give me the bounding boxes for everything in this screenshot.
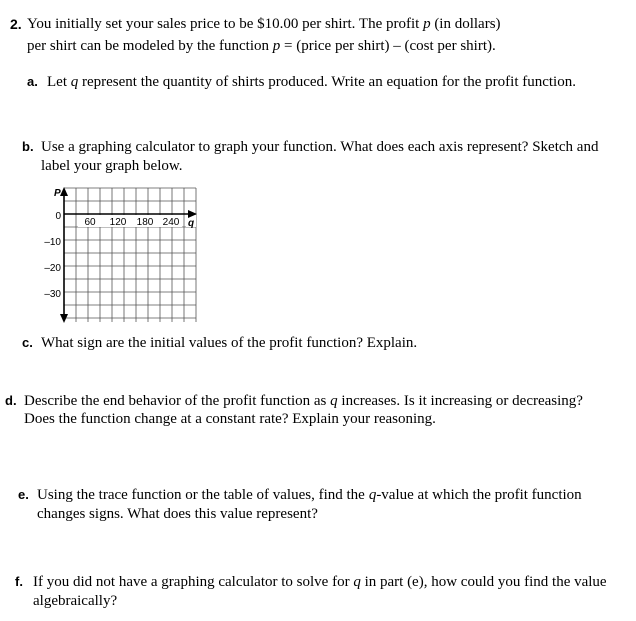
part-e-line1-end: -value at which the profit function xyxy=(376,487,582,503)
part-b-line-2: label your graph below. xyxy=(41,158,183,174)
part-d-label: d. xyxy=(5,393,17,408)
x-tick-0: 60 xyxy=(84,217,96,228)
part-a-text-end: represent the quantity of shirts produced. Write an equation for the profit function. xyxy=(82,74,576,90)
part-f-line-2: algebraically? xyxy=(33,593,118,609)
y-tick-1: –10 xyxy=(44,237,61,248)
part-f-var: q xyxy=(353,574,361,590)
y-tick-2: –20 xyxy=(44,263,61,274)
x-tick-2: 180 xyxy=(136,217,154,228)
q2-line1-text: You initially set your sales price to be $10.00 per shirt. The profit xyxy=(27,16,420,32)
part-f-line1-end: in part (e), how could you find the value xyxy=(364,574,607,590)
part-d-line1-start: Describe the end behavior of the profit function as xyxy=(24,393,327,409)
y-tick-3: –30 xyxy=(44,289,61,300)
q2-line2-end: (price per shirt) – (cost per shirt). xyxy=(296,38,496,54)
part-f-line-1 xyxy=(33,573,607,591)
part-d-var: q xyxy=(330,393,338,409)
part-d-line-2: Does the function change at a constant rate? Explain your reasoning. xyxy=(24,411,436,427)
part-f-line1-start: If you did not have a graphing calculator to solve for xyxy=(33,574,350,590)
y-tick-0: 0 xyxy=(55,211,61,222)
part-c-text: What sign are the initial values of the profit function? Explain. xyxy=(41,335,418,351)
part-a-var: q xyxy=(70,74,79,90)
part-c-label: c. xyxy=(22,335,33,350)
part-a-text-start: Let xyxy=(47,74,67,90)
part-a-label: a. xyxy=(27,74,38,89)
part-e-var: q xyxy=(368,487,377,503)
q2-line1-var: p xyxy=(423,16,431,32)
part-d-line-1 xyxy=(24,392,583,410)
part-b-line-1: Use a graphing calculator to graph your function. What does each axis represent? Sketch and xyxy=(41,139,599,155)
x-axis-label: q xyxy=(188,218,195,229)
part-e-line-1 xyxy=(37,486,582,504)
q2-line2-eq: = xyxy=(284,38,293,54)
part-b-label: b. xyxy=(22,139,34,154)
part-e-line1-start: Using the trace function or the table of values, find the xyxy=(37,487,365,503)
x-tick-3: 240 xyxy=(162,217,180,228)
question-number: 2. xyxy=(10,16,22,32)
part-e-line-2: changes signs. What does this value represent? xyxy=(37,506,318,522)
q2-line1-end: (in dollars) xyxy=(434,16,501,32)
part-e-label: e. xyxy=(18,487,29,502)
y-axis-arrow-down xyxy=(60,314,68,323)
part-d-line1-end: increases. Is it increasing or decreasing? xyxy=(341,393,583,409)
y-axis-label: P xyxy=(54,188,61,199)
q2-line2-text: per shirt can be modeled by the function xyxy=(27,38,270,54)
x-tick-1: 120 xyxy=(109,217,127,228)
grid-lines xyxy=(64,188,196,322)
q2-line2-var: p xyxy=(272,38,281,54)
part-f-label: f. xyxy=(15,574,23,589)
